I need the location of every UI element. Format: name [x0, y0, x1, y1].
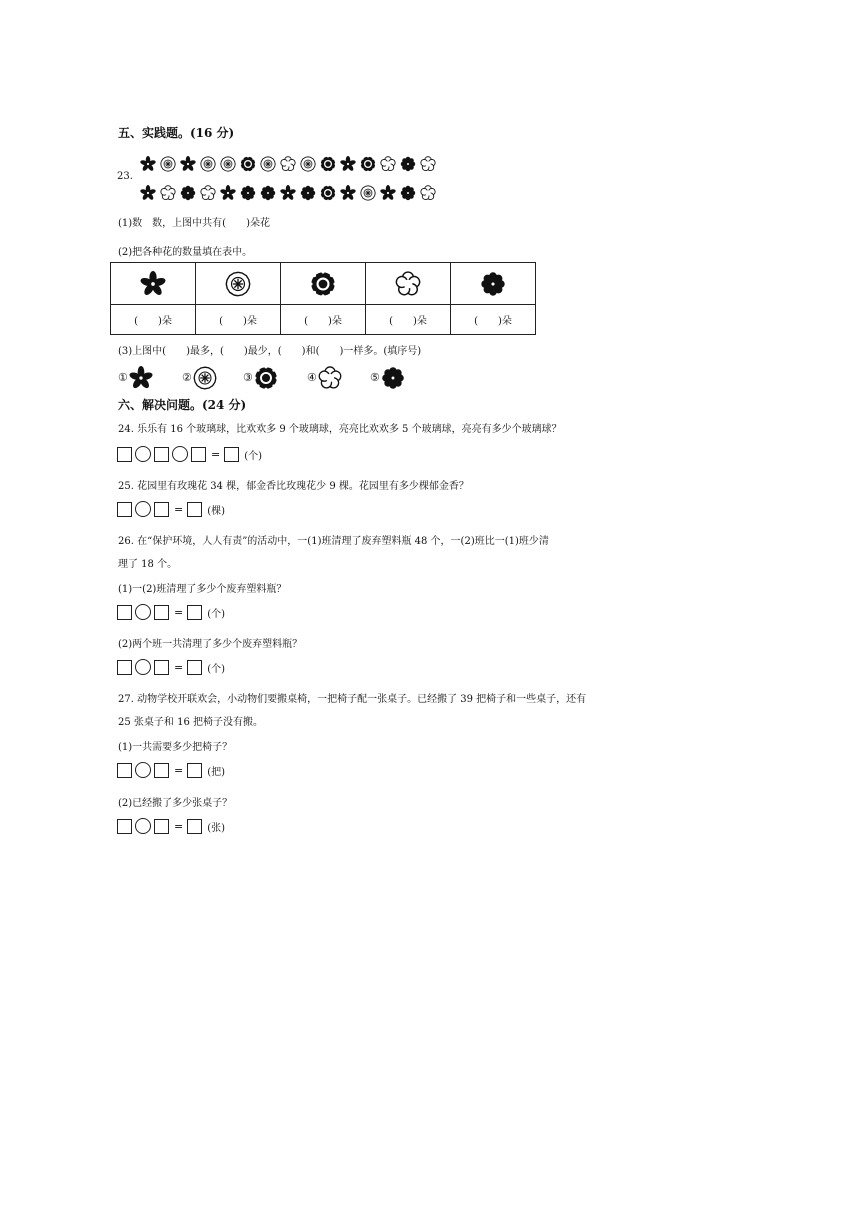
table-count-cell[interactable]: ( )朵	[451, 305, 536, 335]
option-4	[307, 366, 346, 390]
question-23-number: 23.	[117, 171, 133, 182]
flower-e-icon	[400, 185, 416, 201]
flower-e-icon	[260, 185, 276, 201]
unit-label: (个)	[207, 663, 226, 675]
flower-a-icon	[180, 156, 196, 172]
flower-d-icon	[380, 156, 396, 172]
flower-c-icon	[360, 156, 376, 172]
unit-label: (个)	[207, 608, 226, 620]
flower-a-icon	[340, 185, 356, 201]
operator-circle[interactable]	[135, 604, 151, 620]
equals-sign: =	[174, 819, 184, 833]
flower-d-icon	[420, 156, 436, 172]
flower-b-icon	[193, 366, 217, 390]
option-2	[182, 366, 221, 390]
question-27-line-1: 27. 动物学校开联欢会，小动物们要搬桌椅，一把椅子配一张桌子。已经搬了 39 把椅子和一些桌子，还有	[118, 694, 587, 705]
flower-a-icon	[380, 185, 396, 201]
option-1	[118, 366, 157, 390]
table-count-cell[interactable]: ( )朵	[196, 305, 281, 335]
flower-c-icon	[310, 271, 336, 297]
question-24-equation	[117, 446, 262, 464]
unit-label: (个)	[244, 450, 263, 462]
flower-e-icon	[180, 185, 196, 201]
option-1-label: ①	[118, 371, 128, 384]
operator-circle[interactable]	[135, 818, 151, 834]
answer-box[interactable]	[117, 660, 132, 675]
answer-box[interactable]	[191, 447, 206, 462]
flower-b-icon	[200, 156, 216, 172]
result-box[interactable]	[187, 763, 202, 778]
flower-c-icon	[320, 156, 336, 172]
result-box[interactable]	[187, 660, 202, 675]
section-6-title: 六、解决问题。(24 分)	[118, 398, 247, 412]
flower-a-icon	[340, 156, 356, 172]
table-header-flower-4	[366, 263, 451, 305]
flower-b-icon	[220, 156, 236, 172]
flower-e-icon	[400, 156, 416, 172]
section-5-title: 五、实践题。(16 分)	[118, 126, 235, 140]
question-27-sub1-equation	[117, 762, 225, 780]
question-27-sub2: (2)已经搬了多少张桌子？	[118, 798, 233, 809]
flower-b-icon	[300, 156, 316, 172]
option-3-label: ③	[243, 371, 253, 384]
answer-box[interactable]	[154, 502, 169, 517]
question-23-sub3: (3)上图中( )最多，( )最少，( )和( )一样多。(填序号)	[118, 346, 422, 357]
answer-box[interactable]	[154, 605, 169, 620]
answer-box[interactable]	[154, 660, 169, 675]
equals-sign: =	[174, 660, 184, 674]
operator-circle[interactable]	[135, 659, 151, 675]
unit-label: (张)	[207, 822, 226, 834]
question-26-sub1-equation	[117, 604, 225, 622]
flower-a-icon	[129, 366, 153, 390]
answer-box[interactable]	[117, 763, 132, 778]
option-5-label: ⑤	[370, 371, 380, 384]
operator-circle[interactable]	[135, 762, 151, 778]
question-23-sub1: (1)数 数，上图中共有( )朵花	[118, 218, 270, 229]
answer-box[interactable]	[154, 819, 169, 834]
question-26-sub1: (1)一(2)班清理了多少个废弃塑料瓶？	[118, 584, 287, 595]
flower-d-icon	[160, 185, 176, 201]
question-26-line-2: 理了 18 个。	[118, 559, 178, 570]
answer-box[interactable]	[117, 502, 132, 517]
flower-e-icon	[381, 366, 405, 390]
flower-b-icon	[360, 185, 376, 201]
equals-sign: =	[174, 763, 184, 777]
equals-sign: =	[174, 605, 184, 619]
table-count-cell[interactable]: ( )朵	[111, 305, 196, 335]
flower-d-icon	[395, 271, 421, 297]
flower-e-icon	[300, 185, 316, 201]
flower-c-icon	[320, 185, 336, 201]
result-box[interactable]	[187, 819, 202, 834]
option-2-label: ②	[182, 371, 192, 384]
flower-a-icon	[140, 156, 156, 172]
operator-circle[interactable]	[135, 446, 151, 462]
table-header-flower-1	[111, 263, 196, 305]
flower-row-1	[140, 153, 440, 171]
question-26-sub2: (2)两个班一共清理了多少个废弃塑料瓶？	[118, 639, 303, 650]
flower-a-icon	[140, 185, 156, 201]
option-4-label: ④	[307, 371, 317, 384]
flower-a-icon	[220, 185, 236, 201]
answer-box[interactable]	[117, 447, 132, 462]
answer-box[interactable]	[117, 605, 132, 620]
question-25-equation	[117, 501, 225, 519]
flower-c-icon	[254, 366, 278, 390]
unit-label: (把)	[207, 766, 226, 778]
question-23-sub2: (2)把各种花的数量填在表中。	[118, 247, 253, 258]
equals-sign: =	[174, 502, 184, 516]
table-header-flower-5	[451, 263, 536, 305]
result-box[interactable]	[187, 502, 202, 517]
flower-e-icon	[240, 185, 256, 201]
question-24-text: 24. 乐乐有 16 个玻璃球，比欢欢多 9 个玻璃球，亮亮比欢欢多 5 个玻璃球，亮亮有多少个玻璃球？	[118, 424, 562, 435]
flower-a-icon	[280, 185, 296, 201]
table-header-flower-2	[196, 263, 281, 305]
flower-row-2	[140, 182, 440, 200]
answer-box[interactable]	[154, 763, 169, 778]
answer-box[interactable]	[117, 819, 132, 834]
flower-d-icon	[318, 366, 342, 390]
question-25-text: 25. 花园里有玫瑰花 34 棵，郁金香比玫瑰花少 9 棵。花园里有多少棵郁金香？	[118, 481, 469, 492]
operator-circle[interactable]	[135, 501, 151, 517]
table-count-cell[interactable]: ( )朵	[281, 305, 366, 335]
option-5	[370, 366, 409, 390]
question-27-line-2: 25 张桌子和 16 把椅子没有搬。	[118, 717, 263, 728]
flower-b-icon	[225, 271, 251, 297]
flower-d-icon	[420, 185, 436, 201]
table-header-flower-3	[281, 263, 366, 305]
result-box[interactable]	[187, 605, 202, 620]
question-26-sub2-equation	[117, 659, 225, 677]
question-27-sub2-equation	[117, 818, 225, 836]
table-count-cell[interactable]: ( )朵	[366, 305, 451, 335]
operator-circle[interactable]	[172, 446, 188, 462]
question-27-sub1: (1)一共需要多少把椅子？	[118, 742, 233, 753]
flower-count-table	[110, 262, 536, 335]
flower-b-icon	[160, 156, 176, 172]
flower-e-icon	[480, 271, 506, 297]
unit-label: (棵)	[207, 505, 226, 517]
flower-d-icon	[280, 156, 296, 172]
flower-b-icon	[260, 156, 276, 172]
option-3	[243, 366, 282, 390]
flower-d-icon	[200, 185, 216, 201]
question-26-line-1: 26. 在“保护环境，人人有责”的活动中，一(1)班清理了废弃塑料瓶 48 个，一(2)班比一(1)班少清	[118, 536, 549, 547]
answer-box[interactable]	[154, 447, 169, 462]
result-box[interactable]	[224, 447, 239, 462]
flower-c-icon	[240, 156, 256, 172]
flower-a-icon	[140, 271, 166, 297]
equals-sign: =	[211, 447, 221, 461]
